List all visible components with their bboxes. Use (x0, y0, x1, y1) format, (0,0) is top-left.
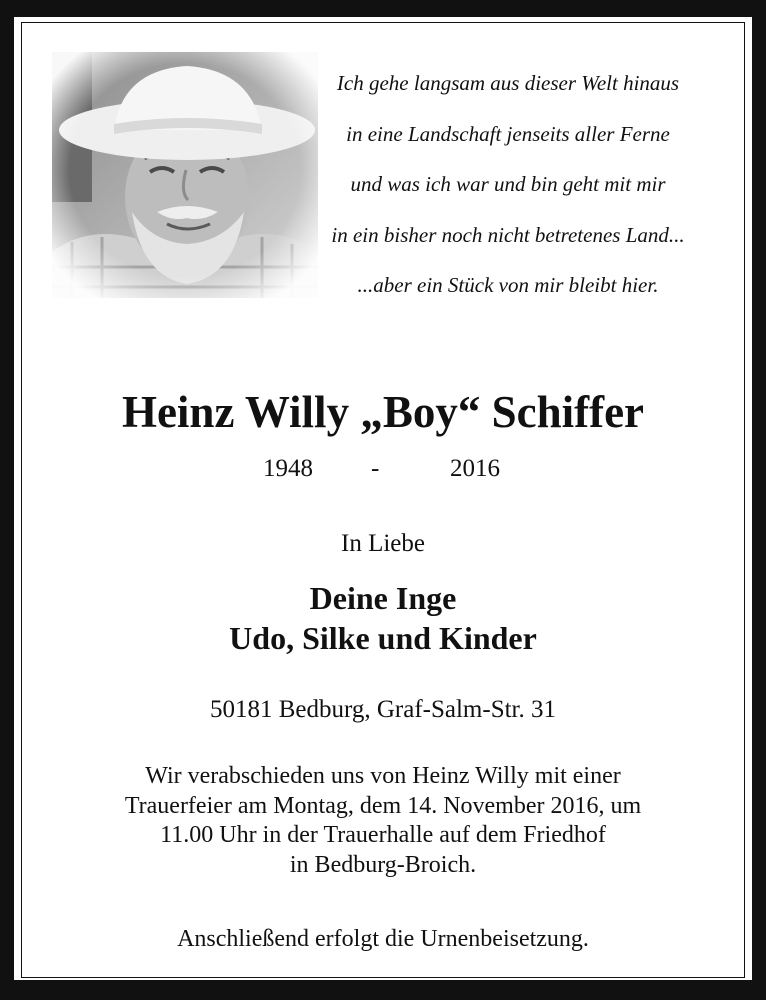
year-separator: - (371, 455, 380, 482)
mourners-intro: In Liebe (341, 530, 425, 557)
deceased-name: Heinz Willy „Boy“ Schiffer (121, 387, 645, 437)
ceremony-line: Wir verabschieden uns von Heinz Willy mit einer (145, 763, 621, 789)
poem-line: und was ich war und bin geht mit mir (350, 172, 666, 196)
burial-note: Anschließend erfolgt die Urnenbeisetzung. (177, 926, 589, 952)
poem-line: in ein bisher noch nicht betretenes Land... (331, 222, 685, 247)
poem-line: Ich gehe langsam aus dieser Welt hinaus (336, 71, 680, 95)
mourners-names (21, 578, 745, 658)
poem-line: ...aber ein Stück von mir bleibt hier. (357, 273, 659, 297)
mourner-line: Deine Inge (309, 580, 457, 616)
ceremony-line: 11.00 Uhr in der Trauerhalle auf dem Friedhof (160, 822, 606, 848)
mourner-line: Udo, Silke und Kinder (229, 620, 537, 656)
portrait-photo (52, 52, 318, 298)
address: 50181 Bedburg, Graf-Salm-Str. 31 (209, 696, 557, 723)
ceremony-line: in Bedburg-Broich. (289, 851, 477, 878)
ceremony-info (21, 762, 745, 880)
birth-year: 1948 (263, 455, 313, 482)
death-year: 2016 (450, 455, 500, 482)
poem (306, 58, 710, 311)
ceremony-line: Trauerfeier am Montag, dem 14. November 2016, um (124, 792, 642, 819)
poem-line: in eine Landschaft jenseits aller Ferne (346, 121, 670, 146)
